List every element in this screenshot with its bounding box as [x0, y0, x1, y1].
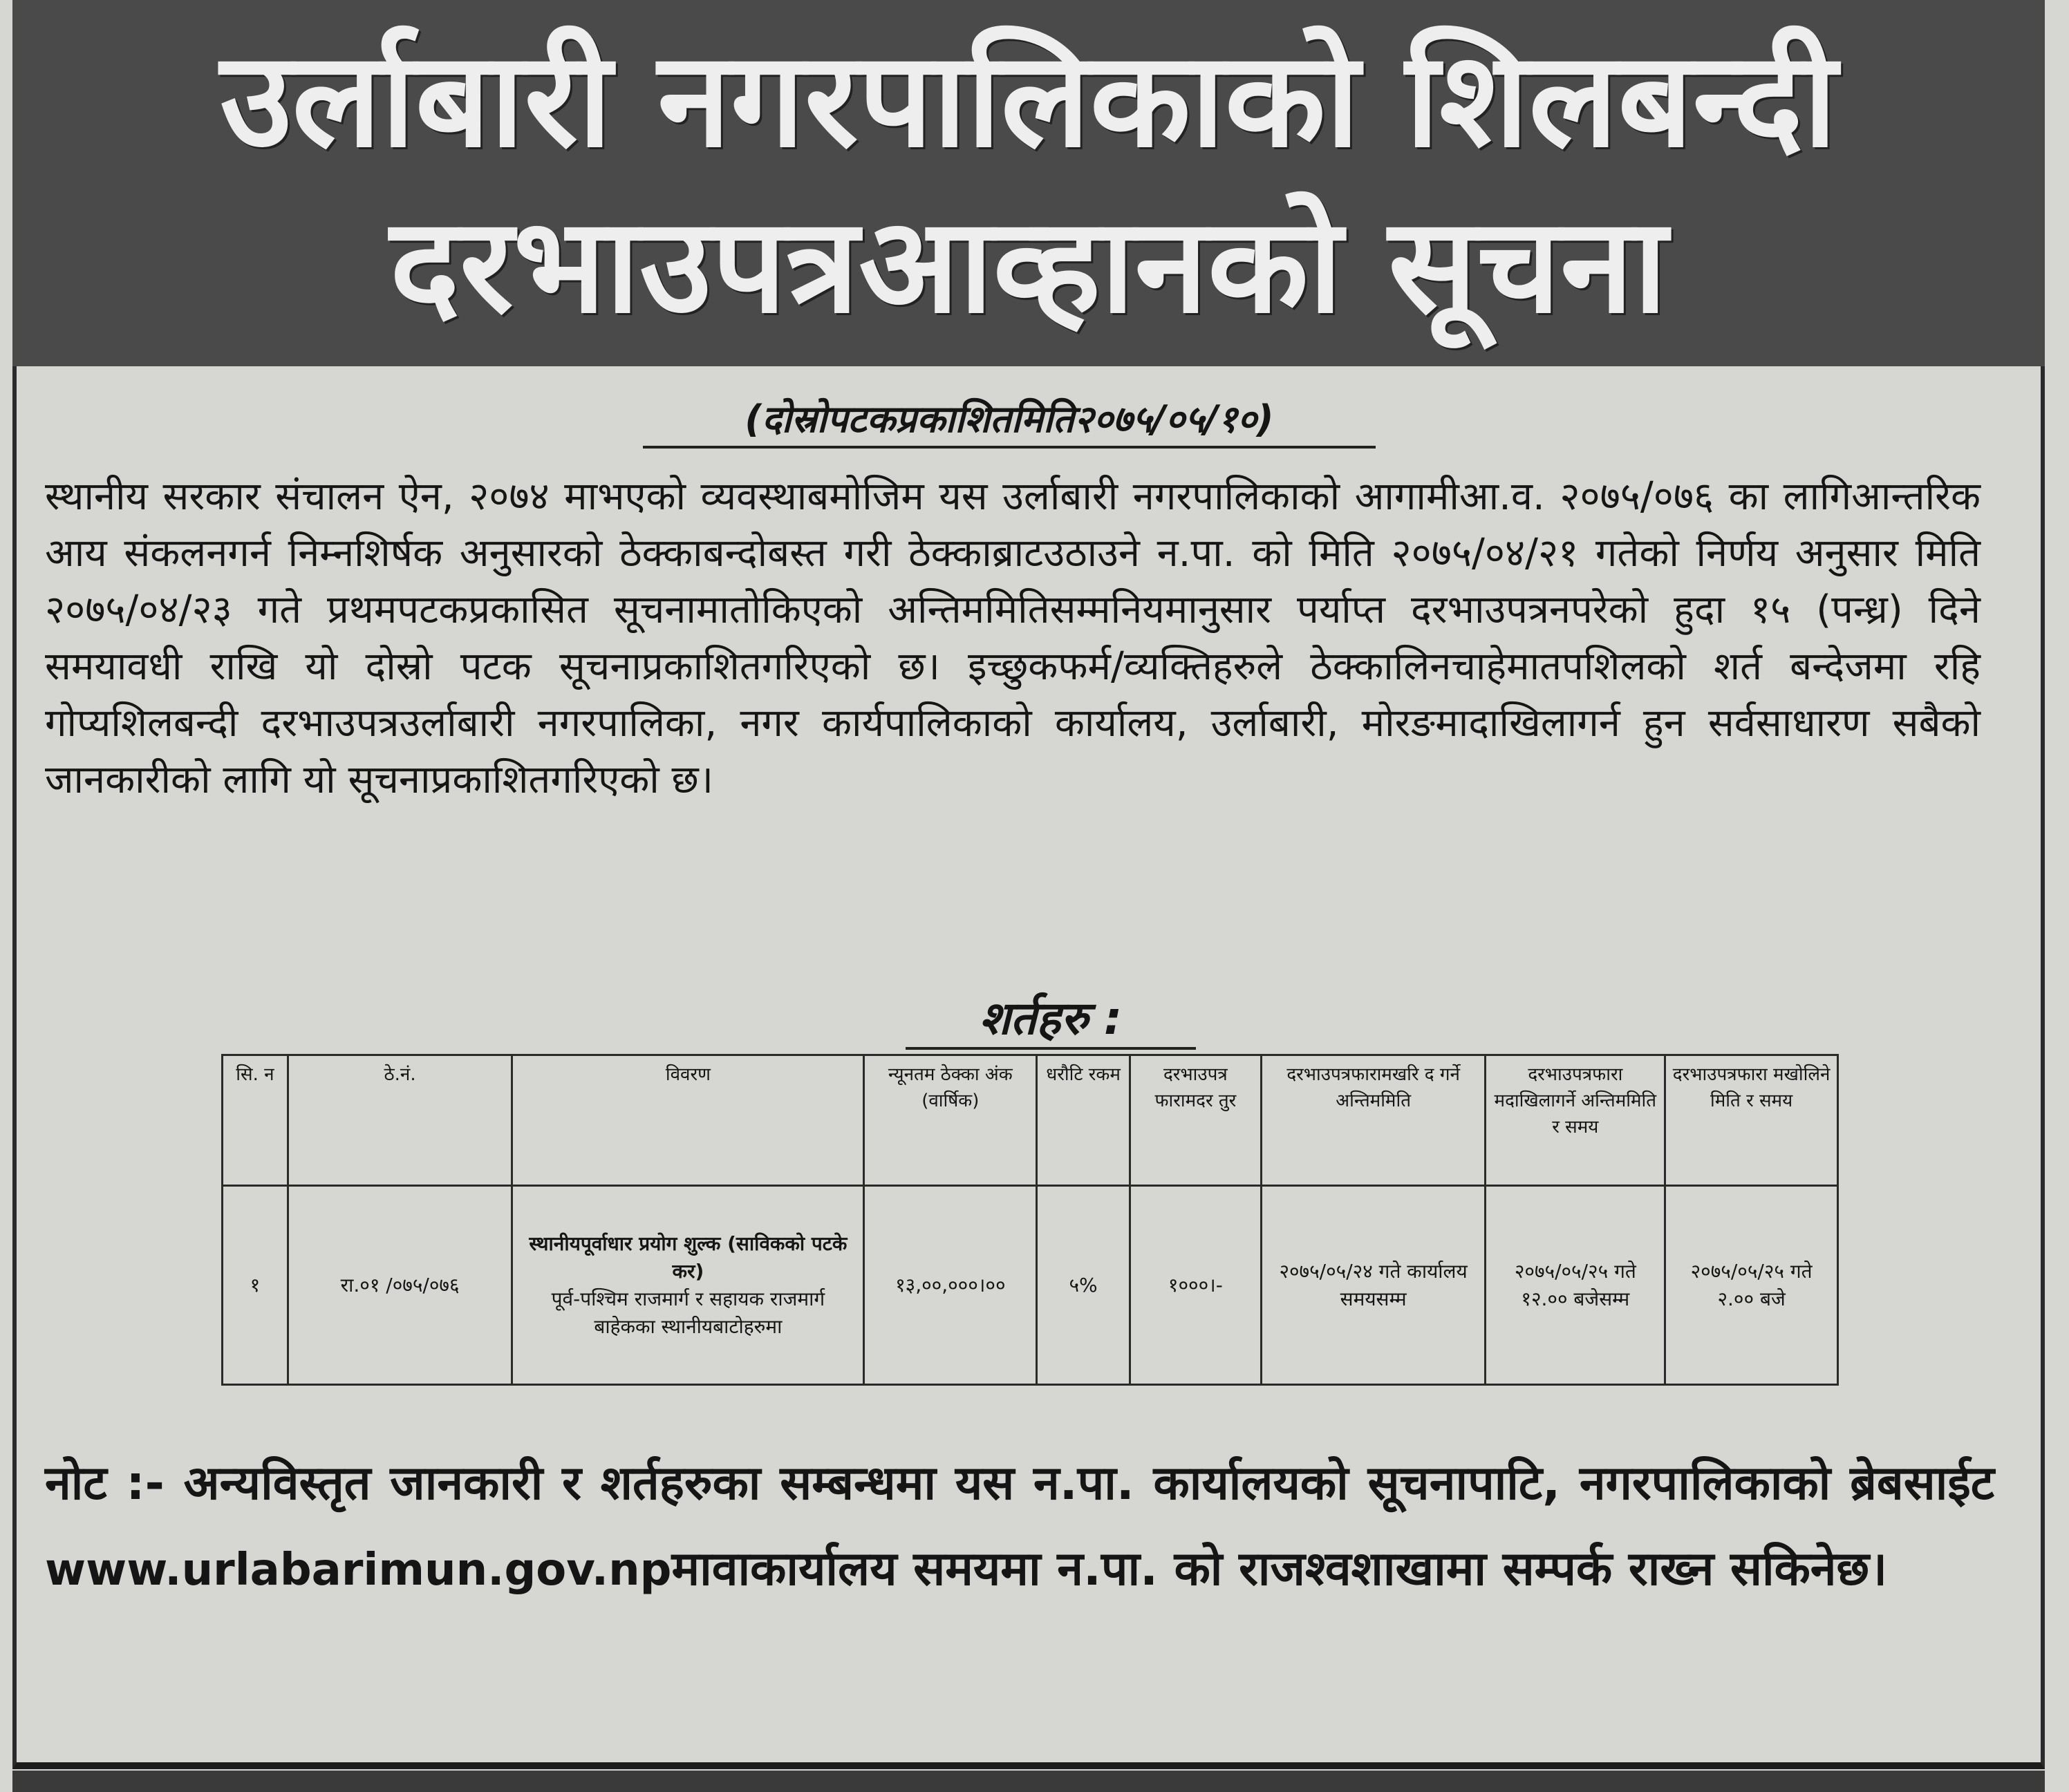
col-header-min-amount: न्यूनतम ठेक्का अंक (वार्षिक): [864, 1055, 1037, 1186]
col-header-contract-no: ठे.नं.: [288, 1055, 512, 1186]
cell-min-amount: १३,००,०००।००: [864, 1186, 1037, 1385]
tender-table: [221, 1054, 1839, 1386]
cell-contract-no: रा.०१ /०७५/०७६: [288, 1186, 512, 1385]
cell-purchase-deadline: २०७५/०५/२४ गते कार्यालय समयसम्म: [1261, 1186, 1486, 1385]
website-url: www.urlabarimun.gov.np: [45, 1545, 672, 1596]
col-header-opening: दरभाउपत्रफारा मखोलिने मिति र समय: [1665, 1055, 1838, 1186]
description-title: स्थानीयपूर्वाधार प्रयोग शुल्क (साविकको पटके कर): [529, 1232, 848, 1283]
cell-form-fee: १०००।-: [1130, 1186, 1262, 1385]
note-text-end: मावाकार्यालय समयमा न.पा. को राजश्वशाखामा सम्पर्क राख्न सकिनेछ।: [671, 1542, 1887, 1596]
bottom-edge-strip: [12, 1771, 2045, 1792]
col-header-description: विवरण: [512, 1055, 864, 1186]
note-text-start: नोट :- अन्यविस्तृत जानकारी र शर्तहरुका सम्बन्धमा यस न.पा. कार्यालयको सूचनापाटि, नगरपालिकाको ब्रेबसाईट: [45, 1456, 1994, 1511]
col-header-deposit: धरौटि रकम: [1037, 1055, 1130, 1186]
cell-submit-deadline: २०७५/०५/२५ गते १२.०० बजेसम्म: [1486, 1186, 1665, 1385]
cell-description: [512, 1186, 864, 1385]
cell-sn: १: [223, 1186, 288, 1385]
conditions-heading: शर्तहरु :: [906, 992, 1196, 1050]
note-paragraph: [45, 1441, 1994, 1613]
notice-title-line-1: उर्लाबारी नगरपालिकाको शिलबन्दी: [220, 23, 1837, 176]
notice-body-paragraph: स्थानीय सरकार संचालन ऐन, २०७४ माभएको व्यवस्थाबमोजिम यस उर्लाबारी नगरपालिकाको आगामीआ.व. २०७५/०७६ का लागिआन्तरिक आय संकलनगर्न निम्नशिर्षक अनुसारको ठेक्काबन्दोबस्त गरी ठेक्काब्राटउठाउने न.पा. को मिति २०७५/०४/२१ गतेको निर्णय अनुसार मिति २०७५/०४/२३ गते प्रथमपटकप्रकासित सूचनामातोकिएको अन्तिममितिसम्मनियमानुसार पर्याप्त दरभाउपत्रनपरेको हुदा १५ (पन्ध्र) दिने समयावधी राखि यो दोस्रो पटक सूचनाप्रकाशितगरिएको छ। इच्छुकफर्म/व्यक्तिहरुले ठेक्कालिनचाहेमातपशिलको शर्त बन्देजमा रहि गोप्यशिलबन्दी दरभाउपत्रउर्लाबारी नगरपालिका, नगर कार्यपालिकाको कार्यालय, उर्लाबारी, मोरङमादाखिलागर्न हुन सर्वसाधारण सबैको जानकारीको लागि यो सूचनाप्रकाशितगरिएको छ।: [45, 474, 1981, 802]
cell-opening: २०७५/०५/२५ गते २.०० बजे: [1665, 1186, 1838, 1385]
notice-header: [12, 0, 2045, 366]
col-header-form-fee: दरभाउपत्र फारामदर तुर: [1130, 1055, 1262, 1186]
description-detail: पूर्व-पश्चिम राजमार्ग र सहायक राजमार्ग बाहेकका स्थानीयबाटोहरुमा: [551, 1287, 825, 1338]
cell-deposit: ५%: [1037, 1186, 1130, 1385]
table-row: [223, 1186, 1838, 1385]
col-header-submit-deadline: दरभाउपत्रफारा मदाखिलागर्ने अन्तिममिति र समय: [1486, 1055, 1665, 1186]
col-header-sn: सि. न: [223, 1055, 288, 1186]
col-header-purchase-deadline: दरभाउपत्रफारामखरि द गर्ने अन्तिममिति: [1261, 1055, 1486, 1186]
notice-title-line-2: दरभाउपत्रआव्हानको सूचना: [390, 189, 1667, 342]
publication-date-note: (दोस्रोपटकप्रकाशितमिति२०७५/०५/१०): [643, 397, 1376, 449]
table-header-row: [223, 1055, 1838, 1186]
